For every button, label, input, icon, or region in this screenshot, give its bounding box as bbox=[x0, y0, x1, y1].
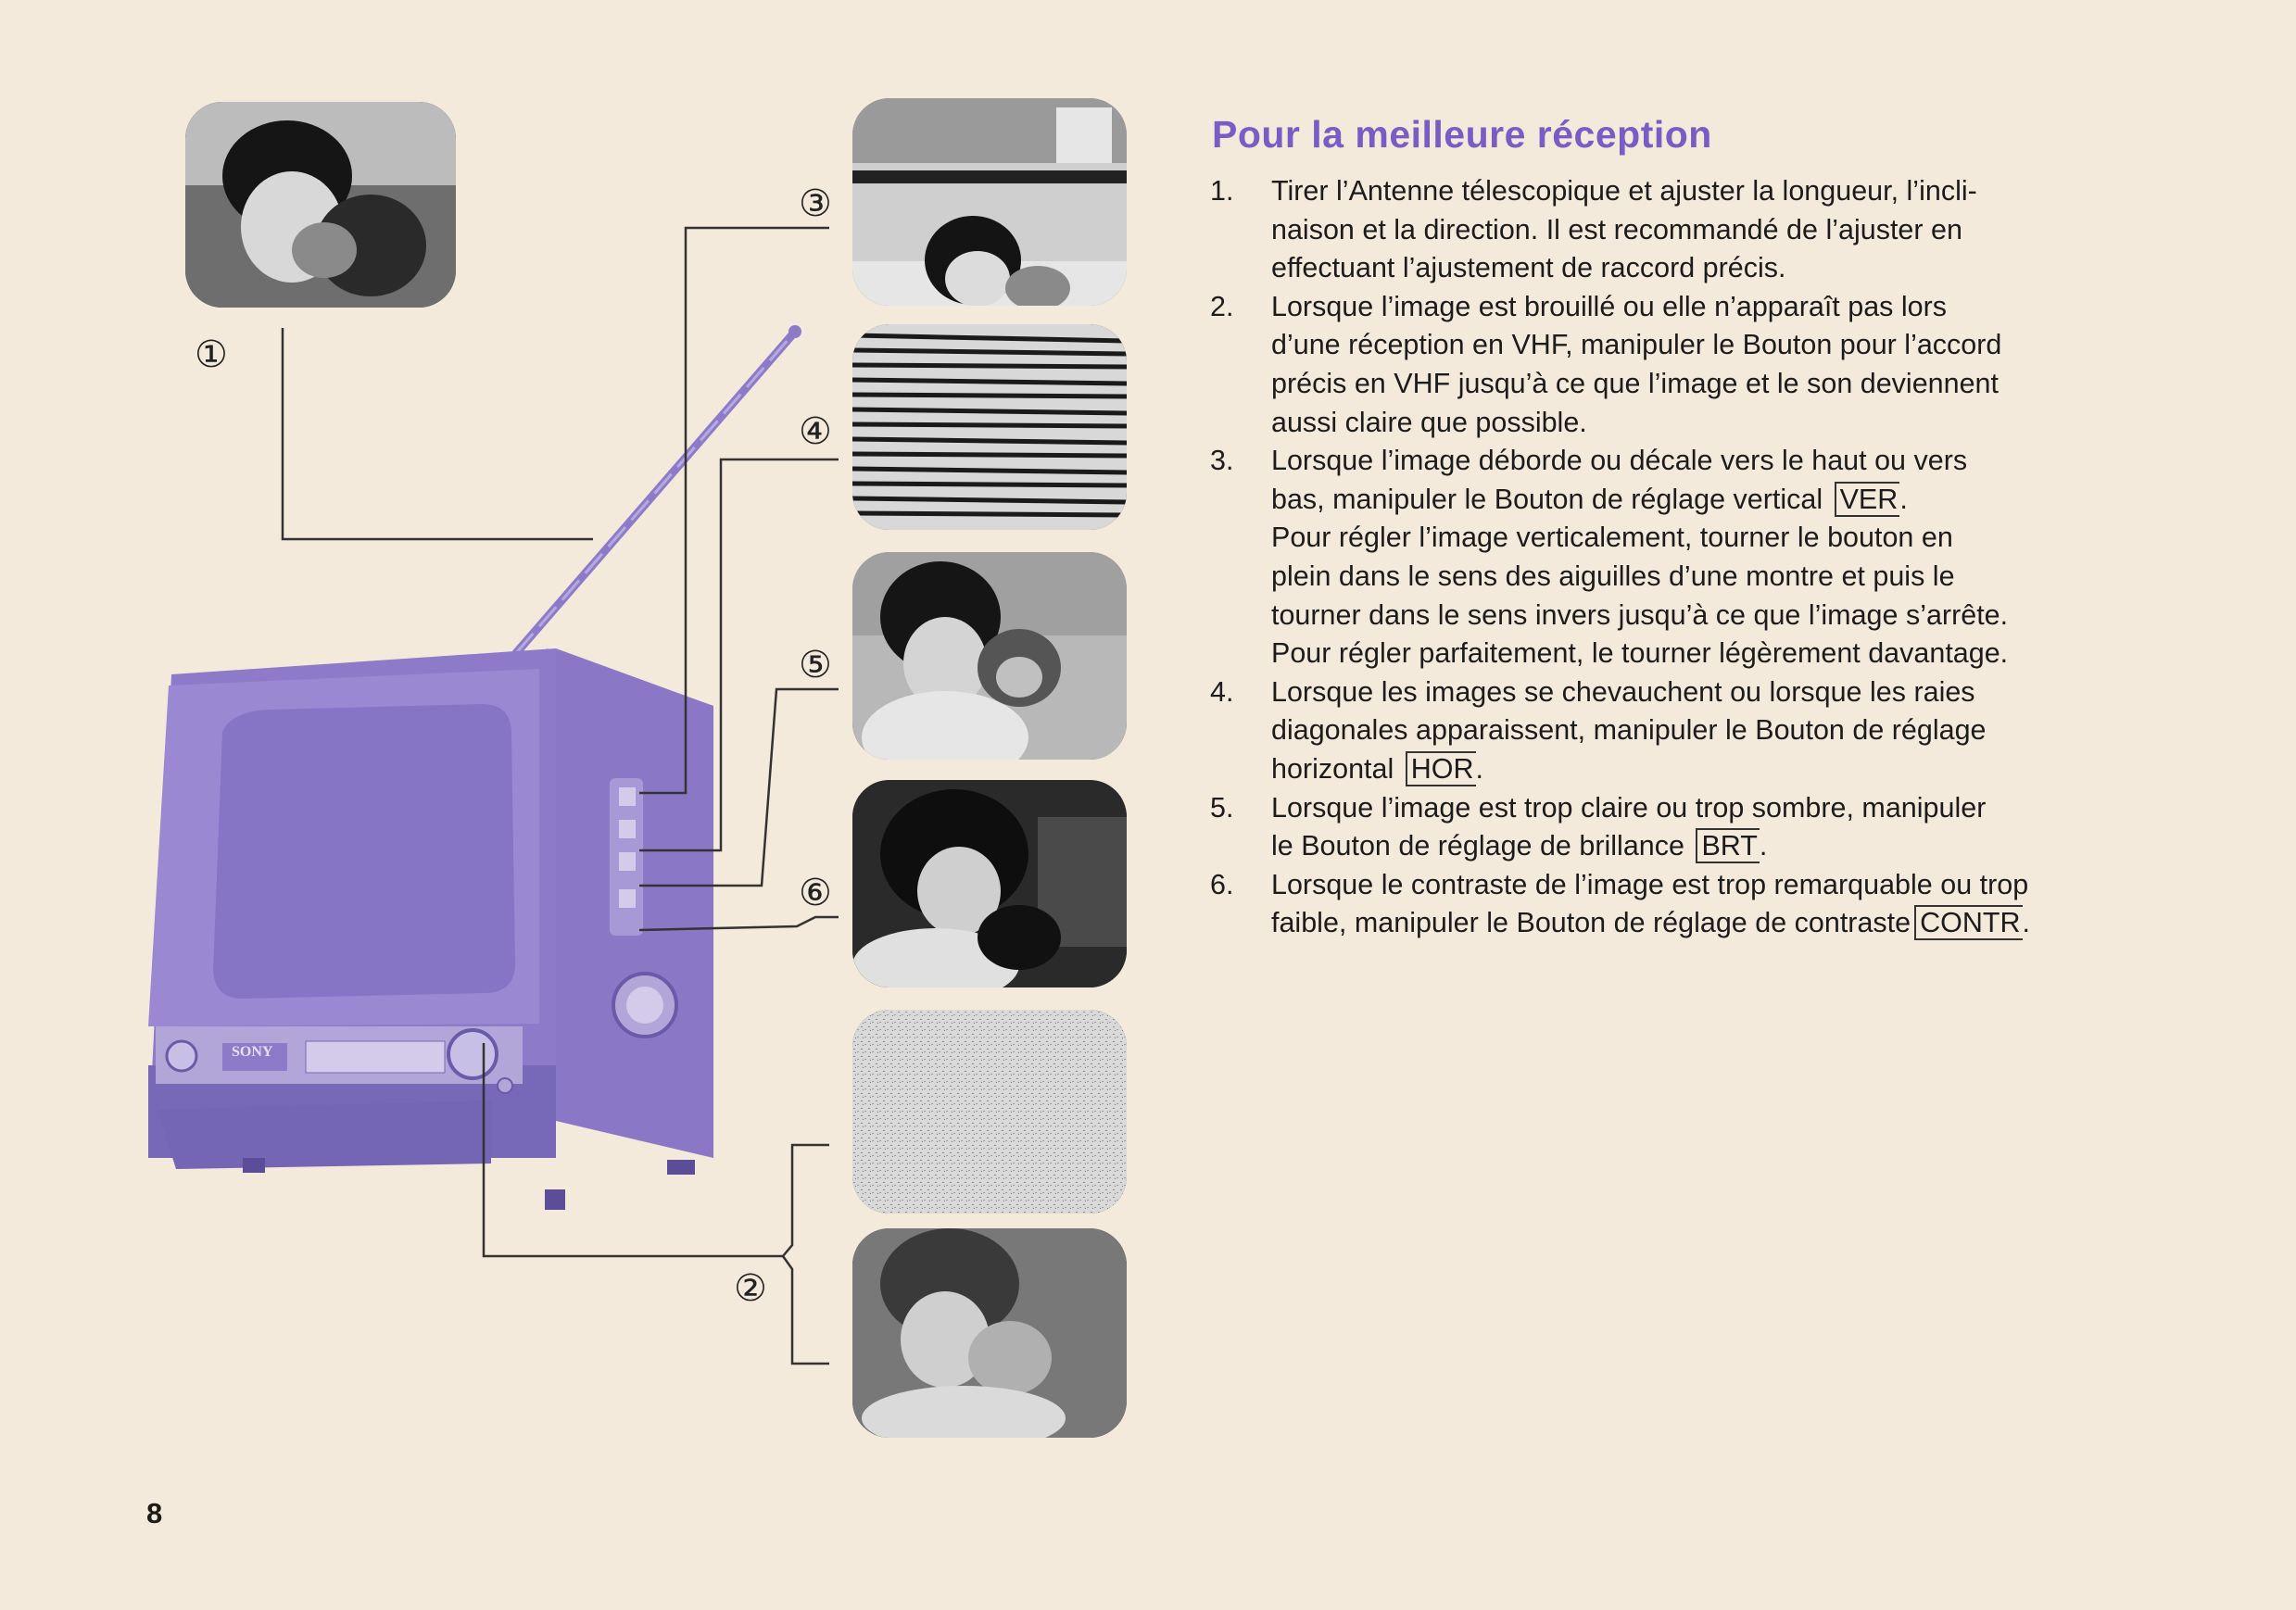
instruction-list bbox=[1210, 172, 2196, 943]
instruction-step-5 bbox=[1210, 789, 2196, 866]
step-text-line: Lorsque les images se chevauchent ou lorsque les raies bbox=[1271, 675, 1975, 708]
instruction-step-3 bbox=[1210, 442, 2196, 673]
step-text-line: effectuant l’ajustement de raccord précis. bbox=[1271, 252, 1786, 284]
step-text-line: plein dans le sens des aiguilles d’une montre et puis le bbox=[1271, 560, 1955, 592]
marker-3: ③ bbox=[799, 182, 832, 225]
step-text-line: Lorsque l’image est trop claire ou trop sombre, manipuler bbox=[1271, 791, 1987, 824]
marker-1: ① bbox=[195, 333, 228, 376]
step-number: 5. bbox=[1210, 791, 1234, 824]
tv-set bbox=[148, 648, 713, 1210]
instruction-step-6 bbox=[1210, 866, 2196, 943]
step-text-line: Lorsque l’image est brouillé ou elle n’apparaît pas lors bbox=[1271, 290, 1948, 322]
step-text-line: Lorsque le contraste de l’image est trop remarquable ou trop bbox=[1271, 868, 2029, 900]
step-number: 3. bbox=[1210, 445, 1234, 477]
step-text-line: diagonales apparaissent, manipuler le Bouton de réglage bbox=[1271, 714, 1987, 747]
marker-6: ⑥ bbox=[799, 872, 832, 914]
instruction-step-2 bbox=[1210, 288, 2196, 442]
instruction-step-1 bbox=[1210, 172, 2196, 288]
screen-thumbnail-2 bbox=[852, 1228, 1127, 1438]
control-tag: HOR bbox=[1406, 751, 1476, 786]
screen-thumbnail-3 bbox=[852, 98, 1127, 306]
step-text-line-with-tag: le Bouton de réglage de brillance BRT. bbox=[1271, 830, 1768, 862]
step-text-line: précis en VHF jusqu’à ce que l’image et le son deviennent bbox=[1271, 367, 1999, 399]
step-text: horizontal bbox=[1271, 752, 1394, 785]
marker-5: ⑤ bbox=[799, 644, 832, 686]
page-title: Pour la meilleure réception bbox=[1212, 113, 1712, 156]
step-text-line: tourner dans le sens invers jusqu’à ce que l’image s’arrête. bbox=[1271, 598, 2009, 631]
step-text-line: naison et la direction. Il est recommandé de l’ajuster en bbox=[1271, 213, 1962, 245]
step-text-line: d’une réception en VHF, manipuler le Bouton pour l’accord bbox=[1271, 329, 2002, 361]
control-tag: BRT bbox=[1696, 828, 1759, 863]
screen-thumbnail-1 bbox=[185, 102, 456, 308]
step-text-line: Pour régler l’image verticalement, tourner le bouton en bbox=[1271, 522, 1953, 554]
step-text-line: Pour régler parfaitement, le tourner légèrement davantage. bbox=[1271, 637, 2009, 670]
instruction-step-4 bbox=[1210, 673, 2196, 789]
step-number: 4. bbox=[1210, 675, 1234, 708]
step-text-line: aussi claire que possible. bbox=[1271, 406, 1587, 438]
screen-thumbnail-6 bbox=[852, 780, 1127, 987]
step-text-line-with-tag: faible, manipuler le Bouton de réglage de contraste CONTR. bbox=[1271, 907, 2031, 939]
screen-thumbnail-4 bbox=[852, 324, 1127, 530]
tv-logo: SONY bbox=[232, 1044, 273, 1060]
step-text: faible, manipuler le Bouton de réglage de contraste bbox=[1271, 907, 1911, 939]
step-text-line: Lorsque l’image déborde ou décale vers le haut ou vers bbox=[1271, 445, 1968, 477]
control-tag: VER bbox=[1835, 482, 1900, 517]
screen-thumbnail-5 bbox=[852, 552, 1127, 760]
screen-thumbnail-noise bbox=[852, 1010, 1127, 1214]
step-text-line-with-tag: horizontal HOR. bbox=[1271, 752, 1483, 785]
control-tag: CONTR bbox=[1914, 905, 2022, 940]
marker-2: ② bbox=[734, 1267, 767, 1310]
step-text: le Bouton de réglage de brillance bbox=[1271, 830, 1684, 862]
step-number: 2. bbox=[1210, 290, 1234, 322]
step-text-line: Tirer l’Antenne télescopique et ajuster la longueur, l’incli- bbox=[1271, 175, 1977, 207]
step-number: 1. bbox=[1210, 175, 1234, 207]
marker-4: ④ bbox=[799, 410, 832, 453]
page-number: 8 bbox=[146, 1497, 163, 1529]
step-text-line-with-tag: bas, manipuler le Bouton de réglage vertical VER. bbox=[1271, 483, 1908, 515]
step-number: 6. bbox=[1210, 868, 1234, 900]
step-text: bas, manipuler le Bouton de réglage vertical bbox=[1271, 483, 1823, 515]
